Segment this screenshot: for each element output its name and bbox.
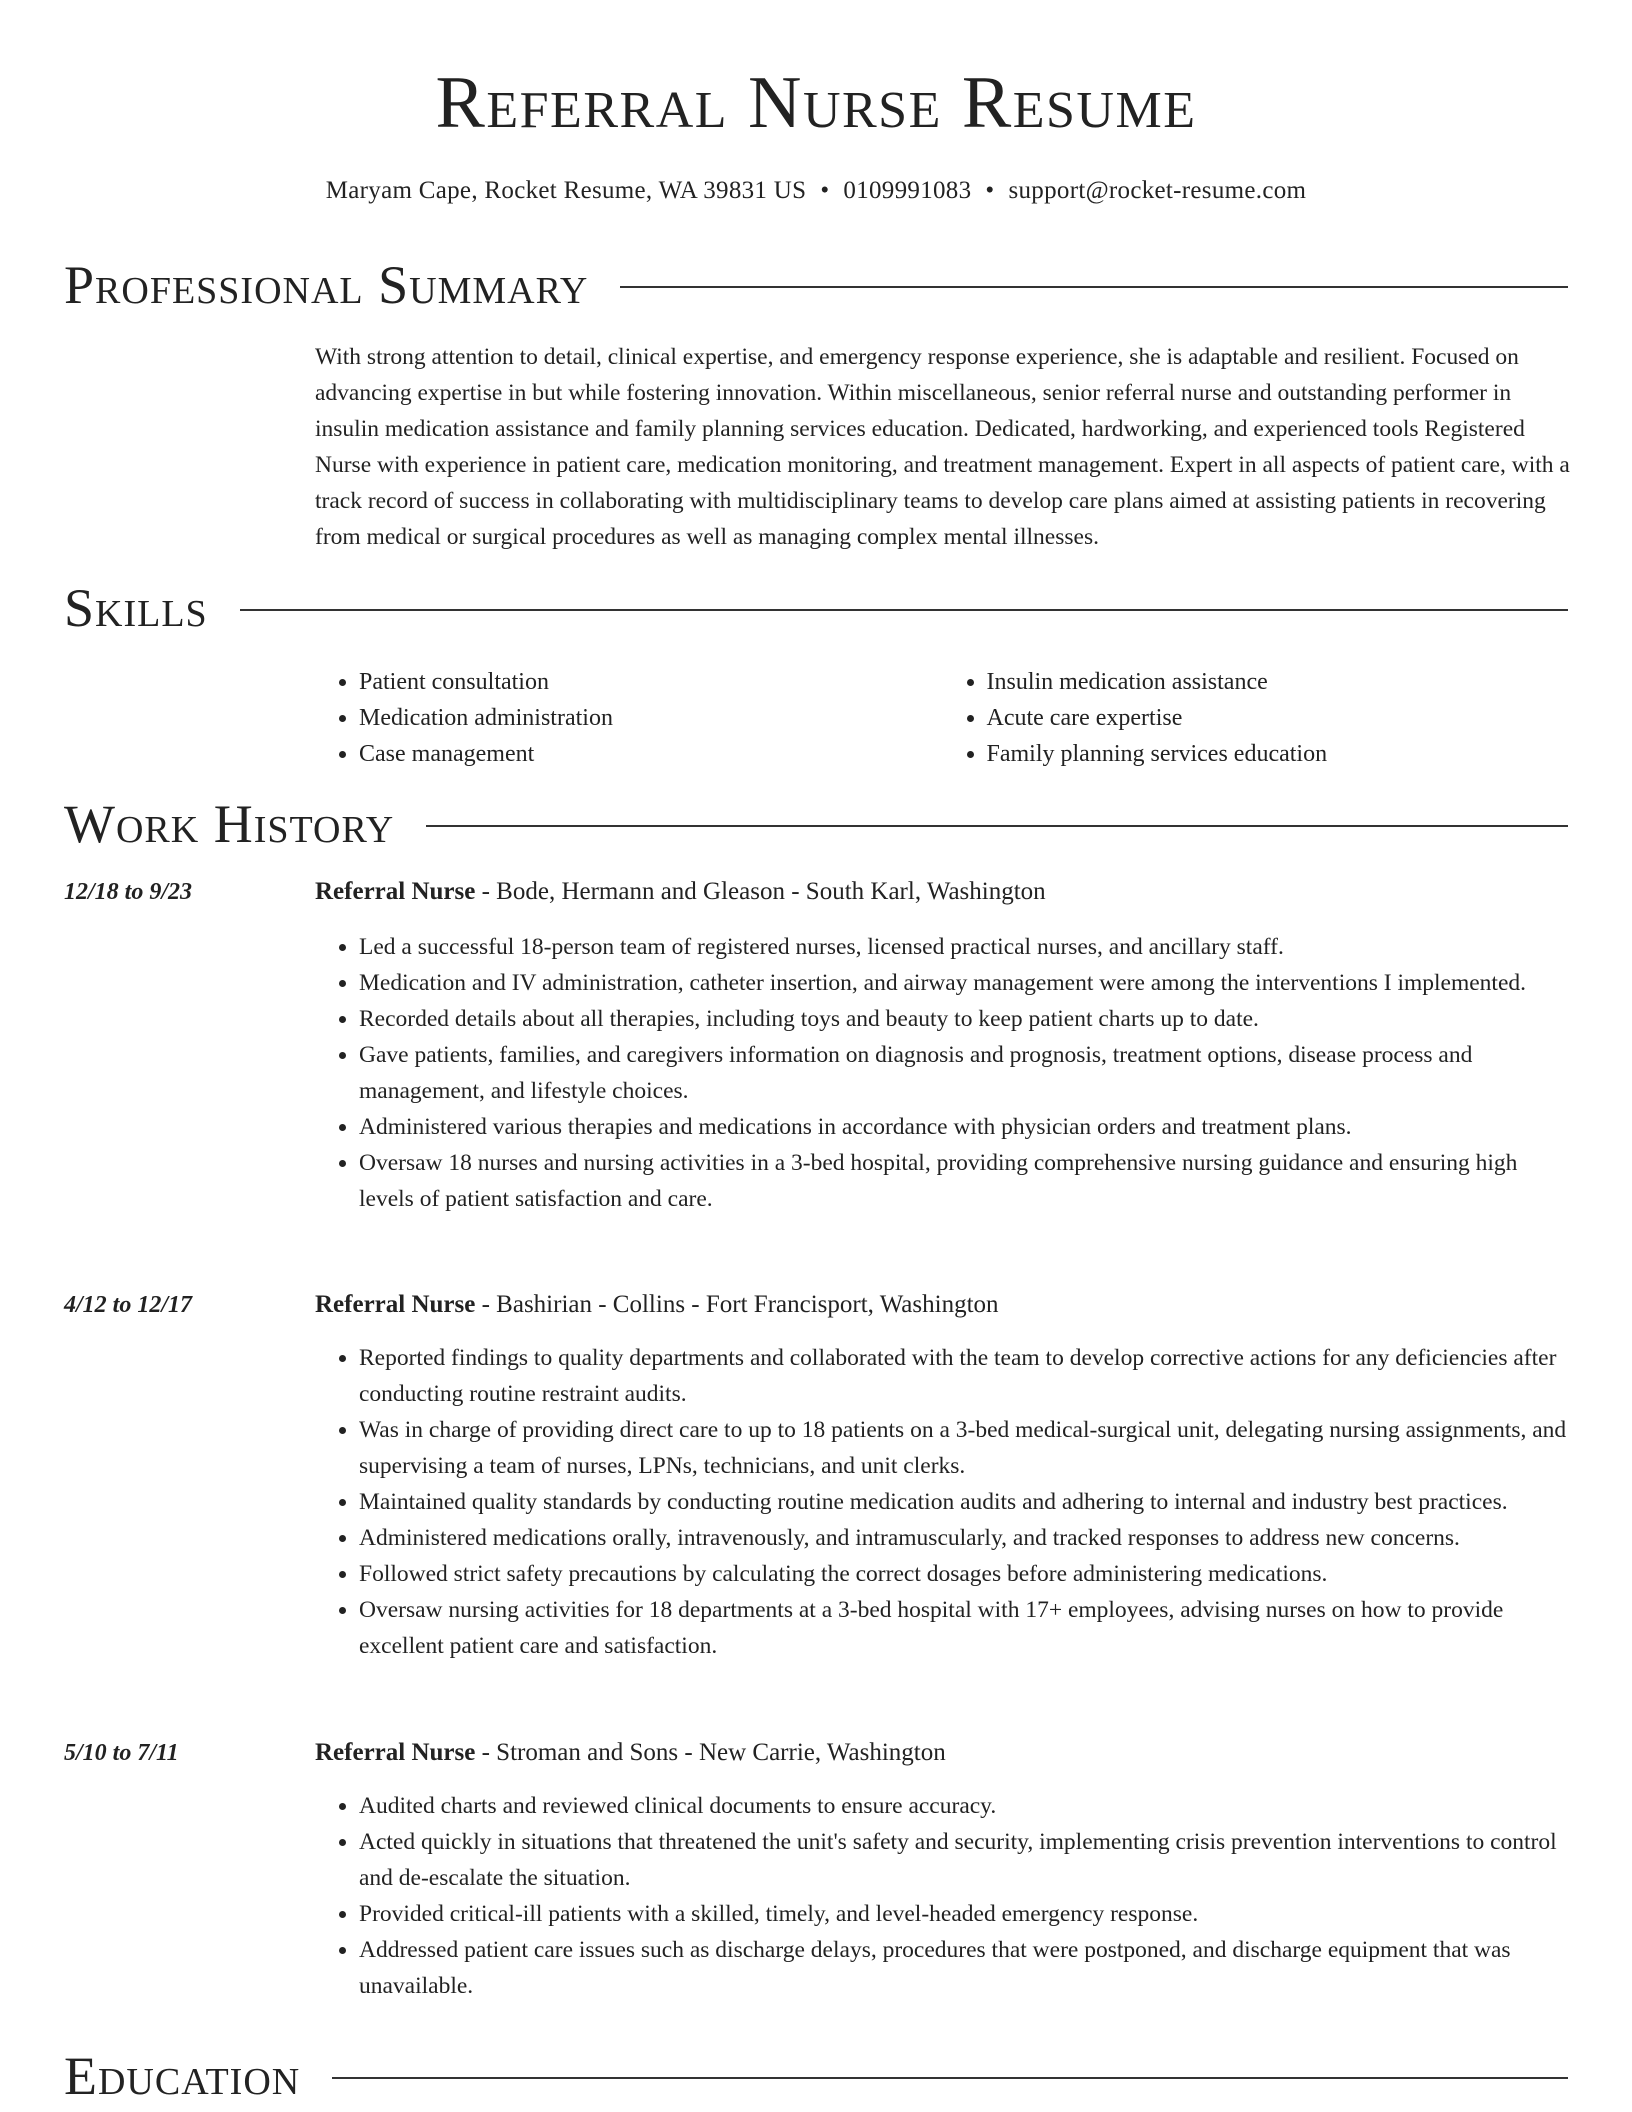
skill-item: • Family planning services education (987, 736, 1571, 772)
job-bullets (315, 929, 1570, 1217)
job-bullet: • Was in charge of providing direct care to up to 18 patients on a 3-bed medical-surgical unit, delegating nursing assignments, and supervising a team of nurses, LPNs, technicians, and unit clerks. (359, 1412, 1570, 1484)
skill-item: • Medication administration (359, 700, 943, 736)
section-header-summary (64, 253, 1568, 317)
contact-separator: • (985, 177, 995, 204)
job-role: Referral Nurse (315, 1739, 476, 1766)
section-title-work: Work History (64, 794, 395, 854)
section-title-summary: Professional Summary (64, 255, 589, 315)
skill-item: • Patient consultation (359, 664, 943, 700)
job-bullet: • Maintained quality standards by conducting routine medication audits and adhering to internal and industry best practices. (359, 1484, 1570, 1520)
job-bullet: • Led a successful 18-person team of registered nurses, licensed practical nurses, and ancillary staff. (359, 929, 1570, 965)
contact-phone: 0109991083 (843, 177, 972, 204)
job-bullet: • Reported findings to quality departments and collaborated with the team to develop corrective actions for any deficiencies after conducting routine restraint audits. (359, 1340, 1570, 1412)
skills-column-right (943, 664, 1571, 772)
section-divider (620, 286, 1568, 288)
job-dates: 12/18 to 9/23 (64, 879, 193, 905)
job-bullets (315, 1340, 1570, 1664)
section-header-education (64, 2044, 1568, 2108)
contact-separator: • (820, 177, 830, 204)
section-divider (240, 609, 1568, 611)
skills-list (315, 664, 1570, 772)
contact-address: Maryam Cape, Rocket Resume, WA 39831 US (325, 177, 807, 204)
job-bullet: • Administered medications orally, intravenously, and intramuscularly, and tracked responses to address new concerns. (359, 1520, 1570, 1556)
summary-text: With strong attention to detail, clinical expertise, and emergency response experience, she is adaptable and resilient. Focused on advancing expertise in but while fostering innovation. Within miscellaneous, senior referral nurse and outstanding performer in insulin medication assistance and family planning services education. Dedicated, hardworking, and experienced tools Registered Nurse with experience in patient care, medication monitoring, and treatment management. Expert in all aspects of patient care, with a track record of success in collaborating with multidisciplinary teams to develop care plans aimed at assisting patients in recovering from medical or surgical procedures as well as managing complex mental illnesses. (315, 344, 1570, 550)
job-employer: - Stroman and Sons - New Carrie, Washington (475, 1739, 946, 1766)
section-divider (426, 825, 1568, 827)
job-role: Referral Nurse (315, 1291, 476, 1318)
job-role: Referral Nurse (315, 878, 476, 905)
skills-column-left (315, 664, 943, 772)
job-bullet: • Followed strict safety precautions by calculating the correct dosages before administering medications. (359, 1556, 1570, 1592)
section-title-skills: Skills (64, 578, 208, 638)
job-bullet: • Medication and IV administration, catheter insertion, and airway management were among the interventions I implemented. (359, 965, 1570, 1001)
job-employer: - Bode, Hermann and Gleason - South Karl, Washington (475, 878, 1046, 905)
skill-item: • Acute care expertise (987, 700, 1571, 736)
resume-title: Referral Nurse Resume (435, 62, 1197, 144)
skill-item: • Insulin medication assistance (987, 664, 1571, 700)
contact-email: support@rocket-resume.com (1008, 177, 1307, 204)
job-bullet: • Recorded details about all therapies, including toys and beauty to keep patient charts up to date. (359, 1001, 1570, 1037)
job-bullet: • Audited charts and reviewed clinical documents to ensure accuracy. (359, 1788, 1570, 1824)
job-bullet: • Addressed patient care issues such as discharge delays, procedures that were postponed, and discharge equipment that was unavailable. (359, 1932, 1570, 2004)
skill-item: • Case management (359, 736, 943, 772)
job-title-line (315, 874, 1046, 910)
job-bullet: • Administered various therapies and medications in accordance with physician orders and treatment plans. (359, 1109, 1570, 1145)
job-bullet: • Provided critical-ill patients with a skilled, timely, and level-headed emergency response. (359, 1896, 1570, 1932)
job-bullets (315, 1788, 1570, 2004)
job-bullet: • Gave patients, families, and caregivers information on diagnosis and prognosis, treatment options, disease process and management, and lifestyle choices. (359, 1037, 1570, 1109)
section-title-education: Education (64, 2046, 301, 2106)
job-title-line (315, 1287, 999, 1323)
job-bullet: • Acted quickly in situations that threatened the unit's safety and security, implementing crisis prevention interventions to control and de-escalate the situation. (359, 1824, 1570, 1896)
contact-line (0, 173, 1632, 209)
job-dates: 5/10 to 7/11 (64, 1740, 179, 1766)
job-bullet: • Oversaw nursing activities for 18 departments at a 3-bed hospital with 17+ employees, advising nurses on how to provide excellent patient care and satisfaction. (359, 1592, 1570, 1664)
job-employer: - Bashirian - Collins - Fort Francisport, Washington (475, 1291, 999, 1318)
section-header-work (64, 792, 1568, 856)
section-divider (332, 2077, 1568, 2079)
job-title-line (315, 1735, 946, 1771)
job-dates: 4/12 to 12/17 (64, 1292, 193, 1318)
job-bullet: • Oversaw 18 nurses and nursing activities in a 3-bed hospital, providing comprehensive nursing guidance and ensuring high levels of patient satisfaction and care. (359, 1145, 1570, 1217)
section-header-skills (64, 576, 1568, 640)
